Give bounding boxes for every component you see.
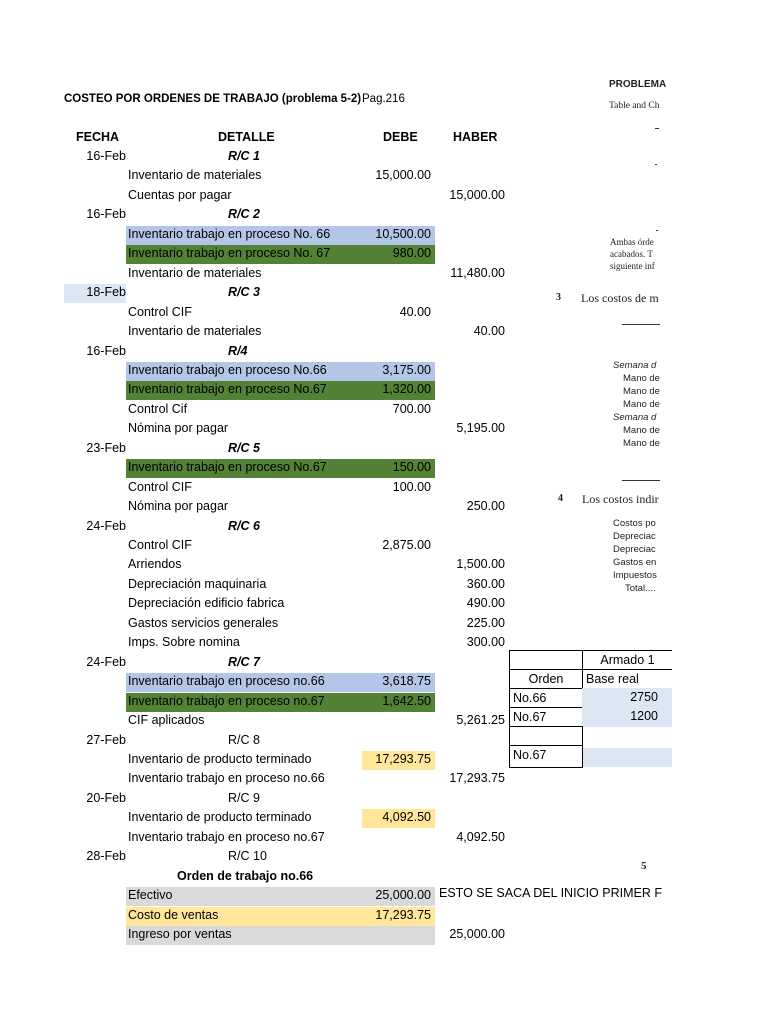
debit-amount: 3,175.00 — [382, 363, 431, 377]
armado-base-cell: 2750 — [582, 688, 672, 708]
debit-amount: 1,642.50 — [382, 694, 431, 708]
credit-amount: 360.00 — [466, 577, 505, 591]
credit-amount: 490.00 — [466, 596, 505, 610]
account-name: Inventario trabajo en proceso No.67 — [128, 460, 327, 474]
credit-amount: 25,000.00 — [449, 927, 505, 941]
credit-amount: 17,293.75 — [449, 771, 505, 785]
entry-date: 18-Feb — [86, 285, 126, 299]
account-name: CIF aplicados — [128, 713, 205, 727]
account-name: Inventario trabajo en proceso no.67 — [128, 694, 325, 708]
account-name: Costo de ventas — [128, 908, 219, 922]
account-name: Nómina por pagar — [128, 499, 229, 513]
account-name: Inventario de producto terminado — [128, 810, 312, 824]
scan-text: Ambas órde — [610, 237, 654, 247]
entry-date: 16-Feb — [86, 149, 126, 163]
scan-text: Semana d — [613, 412, 657, 423]
account-name: Inventario trabajo en proceso no.67 — [128, 830, 325, 844]
armado-title: Armado 1 — [582, 650, 672, 670]
scan-text: siguiente inf — [610, 261, 655, 271]
entry-number: R/C 8 — [228, 733, 260, 747]
debit-amount: 1,320.00 — [382, 382, 431, 396]
account-name: Inventario de materiales — [128, 324, 262, 338]
armado-orden-cell: No.67 — [509, 745, 583, 768]
armado-orden-cell — [509, 726, 583, 746]
scan-item-text: Los costos indir — [582, 492, 659, 506]
armado-blank-cell — [509, 650, 583, 670]
account-name: Inventario trabajo en proceso No.66 — [128, 363, 327, 377]
entry-date: 28-Feb — [86, 849, 126, 863]
column-header-debe: DEBE — [383, 130, 418, 144]
debit-amount: 40.00 — [399, 305, 431, 319]
entry-date: 20-Feb — [86, 791, 126, 805]
account-name: Depreciación maquinaria — [128, 577, 267, 591]
account-name: Efectivo — [128, 888, 173, 902]
debit-amount: 25,000.00 — [375, 888, 431, 902]
column-header-fecha: FECHA — [76, 130, 120, 144]
scan-rule — [656, 230, 658, 231]
scan-rule — [622, 480, 660, 481]
scan-text: Depreciac — [613, 544, 656, 555]
entry-number: R/C 2 — [228, 207, 260, 221]
account-name: Nómina por pagar — [128, 421, 229, 435]
efectivo-note: ESTO SE SACA DEL INICIO PRIMER F — [439, 886, 662, 900]
scan-text: acabados. T — [610, 249, 653, 259]
entry-date: 16-Feb — [86, 207, 126, 221]
scan-rule — [622, 324, 660, 325]
entry-date: 27-Feb — [86, 733, 126, 747]
account-name: Arriendos — [128, 557, 182, 571]
account-name: Inventario de materiales — [128, 266, 262, 280]
entry-date: 24-Feb — [86, 655, 126, 669]
scan-item-number: 3 — [556, 292, 561, 303]
scan-problema: PROBLEMA — [609, 79, 667, 90]
scan-item-text: Los costos de m — [581, 291, 659, 305]
debit-amount: 2,875.00 — [382, 538, 431, 552]
debit-amount: 150.00 — [392, 460, 431, 474]
scan-rule — [655, 164, 657, 165]
scan-text: Mano de — [623, 373, 660, 384]
account-name: Inventario trabajo en proceso No.67 — [128, 382, 327, 396]
scan-text: Semana d — [613, 360, 657, 371]
debit-amount: 700.00 — [392, 402, 431, 416]
account-name: Cuentas por pagar — [128, 188, 232, 202]
account-name: Inventario de materiales — [128, 168, 262, 182]
account-name: Depreciación edificio fabrica — [128, 596, 285, 610]
debit-amount: 980.00 — [392, 246, 431, 260]
credit-amount: 5,195.00 — [456, 421, 505, 435]
credit-amount: 4,092.50 — [456, 830, 505, 844]
armado-orden-cell: No.66 — [509, 688, 583, 708]
entry-date: 16-Feb — [86, 344, 126, 358]
account-name: Gastos servicios generales — [128, 616, 279, 630]
entry-number: R/C 7 — [228, 655, 260, 669]
column-header-haber: HABER — [453, 130, 498, 144]
scan-rule — [655, 128, 659, 129]
credit-amount: 40.00 — [473, 324, 505, 338]
scan-text: Total.... — [625, 583, 656, 594]
entry-number: R/C 9 — [228, 791, 260, 805]
scan-item-number: 5 — [641, 860, 647, 872]
scan-text: Depreciac — [613, 531, 656, 542]
debit-amount: 10,500.00 — [375, 227, 431, 241]
entry-date: 24-Feb — [86, 519, 126, 533]
credit-amount: 225.00 — [466, 616, 505, 630]
scan-text: Costos po — [613, 518, 656, 529]
scan-text: Mano de — [623, 425, 660, 436]
credit-amount: 11,480.00 — [450, 266, 505, 280]
entry-date: 23-Feb — [86, 441, 126, 455]
account-name: Control CIF — [128, 305, 192, 319]
debit-amount: 4,092.50 — [382, 810, 431, 824]
credit-amount: 15,000.00 — [449, 188, 505, 202]
account-name: Inventario trabajo en proceso No. 67 — [128, 246, 331, 260]
entry-number: R/C 3 — [228, 285, 260, 299]
debit-amount: 3,618.75 — [382, 674, 431, 688]
armado-col-base: Base real — [582, 669, 672, 689]
credit-amount: 300.00 — [466, 635, 505, 649]
page-reference: Pag.216 — [362, 93, 405, 105]
credit-amount: 250.00 — [466, 499, 505, 513]
entry-number: R/C 1 — [228, 149, 260, 163]
credit-amount: 5,261.25 — [456, 713, 505, 727]
armado-orden-cell: No.67 — [509, 707, 583, 727]
scan-item-number: 4 — [558, 493, 563, 504]
scan-text: Mano de — [623, 399, 660, 410]
armado-col-orden: Orden — [509, 669, 583, 689]
account-name: Imps. Sobre nomina — [128, 635, 240, 649]
account-name: Inventario trabajo en proceso no.66 — [128, 674, 325, 688]
scan-caption: Table and Ch — [609, 101, 660, 111]
entry-number: R/C 10 — [228, 849, 267, 863]
debit-amount: 15,000.00 — [375, 168, 431, 182]
account-name: Inventario trabajo en proceso no.66 — [128, 771, 325, 785]
account-name: Control Cif — [128, 402, 188, 416]
account-name: Ingreso por ventas — [128, 927, 232, 941]
debit-amount: 17,293.75 — [375, 908, 431, 922]
column-header-detalle: DETALLE — [218, 130, 275, 144]
scan-text: Mano de — [623, 438, 660, 449]
debit-amount: 17,293.75 — [375, 752, 431, 766]
armado-base-cell — [583, 748, 672, 767]
order-subheading: Orden de trabajo no.66 — [177, 869, 314, 883]
scan-text: Gastos en — [613, 557, 657, 568]
account-name: Control CIF — [128, 480, 192, 494]
debit-amount: 100.00 — [392, 480, 431, 494]
scan-text: Mano de — [623, 386, 660, 397]
scan-text: Impuestos — [613, 570, 657, 581]
entry-number: R/4 — [228, 344, 248, 358]
armado-base-cell: 1200 — [582, 707, 672, 727]
entry-number: R/C 5 — [228, 441, 260, 455]
account-name: Inventario de producto terminado — [128, 752, 312, 766]
account-name: Inventario trabajo en proceso No. 66 — [128, 227, 331, 241]
credit-amount: 1,500.00 — [456, 557, 505, 571]
entry-number: R/C 6 — [228, 519, 260, 533]
account-name: Control CIF — [128, 538, 192, 552]
document-title: COSTEO POR ORDENES DE TRABAJO (problema 5-2) — [64, 93, 362, 105]
